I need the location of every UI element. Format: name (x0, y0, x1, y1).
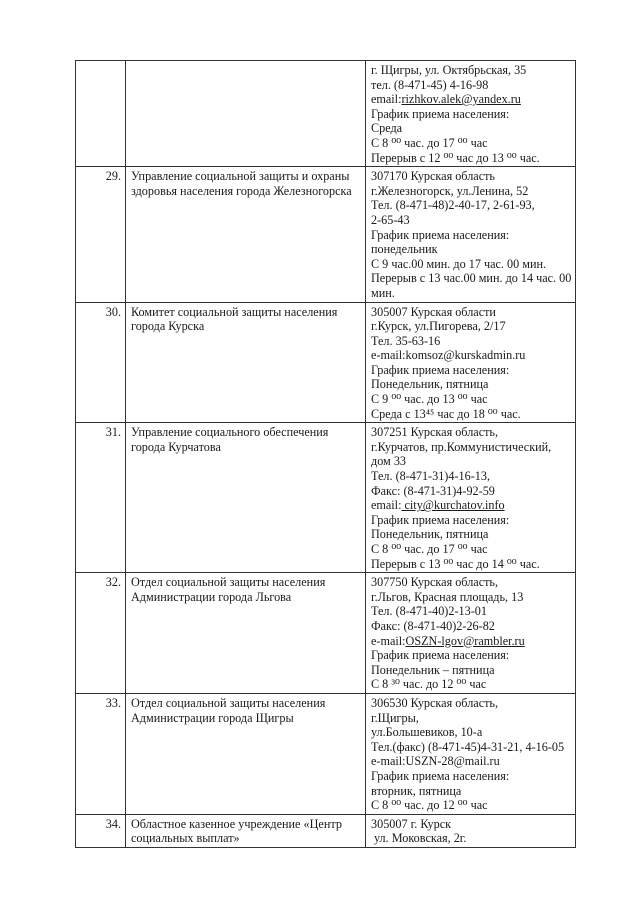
email-link[interactable]: email: city@kurchatov.info (371, 498, 505, 513)
schedule-days: Среда (371, 121, 403, 136)
address-line: г.Курчатов, пр.Коммунистический, (371, 439, 552, 454)
table-row (76, 814, 576, 847)
row-number: 33. (76, 693, 126, 814)
contacts-cell (366, 423, 576, 573)
schedule-days: Понедельник, пятница (371, 527, 489, 542)
schedule-heading: График приема населения: (371, 362, 510, 377)
schedule-days: Понедельник, пятница (371, 377, 489, 392)
schedule-heading: График приема населения: (371, 512, 510, 527)
schedule-break: мин. (371, 285, 395, 300)
address-line: г.Щигры, (371, 710, 419, 725)
address-line: 306530 Курская область, (371, 695, 499, 710)
table-row (76, 302, 576, 423)
contacts-cell (366, 167, 576, 302)
organization-name (126, 61, 366, 167)
table-row (76, 693, 576, 814)
schedule-hours: Среда с 13⁴⁵ час до 18 ⁰⁰ час. (371, 406, 521, 421)
contacts-cell (366, 693, 576, 814)
contacts-cell (366, 573, 576, 694)
row-number: 31. (76, 423, 126, 573)
phone-line: Тел. 35-63-16 (371, 333, 441, 348)
phone-line: Тел. (8-471-31)4-16-13, (371, 469, 490, 484)
row-number: 34. (76, 814, 126, 847)
row-number (76, 61, 126, 167)
phone-line: Тел. (8-471-48)2-40-17, 2-61-93, (371, 198, 535, 213)
address-line: 307750 Курская область, (371, 575, 499, 590)
address-line: ул. Моковская, 2г. (374, 831, 467, 846)
email-link[interactable]: e-mail:USZN-28@mail.ru (371, 754, 500, 769)
table-row (76, 573, 576, 694)
organization-name: Отдел социальной защиты населения Администрации города Щигры (126, 693, 366, 814)
phone-line: тел. (8-471-45) 4-16-98 (371, 77, 489, 92)
social-services-table (75, 60, 576, 848)
phone-line: Тел. (8-471-40)2-13-01 (371, 604, 487, 619)
schedule-break: Перерыв с 13 час.00 мин. до 14 час. 00 (371, 271, 572, 286)
row-number: 29. (76, 167, 126, 302)
address-line: г. Щигры, ул. Октябрьская, 35 (371, 63, 527, 77)
address-line: г.Курск, ул.Пигорева, 2/17 (371, 319, 506, 334)
email-link[interactable]: e-mail:OSZN-lgov@rambler.ru (371, 633, 525, 648)
schedule-hours: С 8 ⁰⁰ час. до 12 ⁰⁰ час (371, 798, 488, 813)
contacts-cell (366, 814, 576, 847)
table-row (76, 167, 576, 302)
fax-line: Факс: (8-471-40)2-26-82 (371, 618, 495, 633)
address-line: 307251 Курская область, (371, 425, 499, 440)
phone-line: 2-65-43 (371, 212, 410, 227)
address-line: дом 33 (371, 454, 407, 469)
schedule-heading: График приема населения: (371, 227, 510, 242)
organization-name: Областное казенное учреждение «Центр социальных выплат» (126, 814, 366, 847)
contacts-cell (366, 302, 576, 423)
address-line: г.Льгов, Красная площадь, 13 (371, 589, 524, 604)
schedule-days: вторник, пятница (371, 783, 462, 798)
schedule-hours: С 8 ⁰⁰ час. до 17 ⁰⁰ час (371, 135, 488, 150)
schedule-days: понедельник (371, 242, 438, 257)
schedule-break: Перерыв с 13 ⁰⁰ час до 14 ⁰⁰ час. (371, 556, 540, 571)
schedule-heading: График приема населения: (371, 768, 510, 783)
schedule-hours: С 9 час.00 мин. до 17 час. 00 мин. (371, 256, 547, 271)
address-line: 305007 Курская области (371, 304, 496, 319)
address-line: 305007 г. Курск (371, 816, 452, 831)
schedule-break: Перерыв с 12 ⁰⁰ час до 13 ⁰⁰ час. (371, 150, 540, 165)
schedule-heading: График приема населения: (371, 648, 510, 663)
email-link[interactable]: e-mail:komsoz@kurskadmin.ru (371, 348, 526, 363)
organization-name: Комитет социальной защиты населения города Курска (126, 302, 366, 423)
address-line: г.Железногорск, ул.Ленина, 52 (371, 183, 529, 198)
organization-name: Управление социальной защиты и охраны здоровья населения города Железногорска (126, 167, 366, 302)
organization-name: Управление социального обеспечения города Курчатова (126, 423, 366, 573)
schedule-hours: С 9 ⁰⁰ час. до 13 ⁰⁰ час (371, 392, 488, 407)
fax-line: Факс: (8-471-31)4-92-59 (371, 483, 495, 498)
row-number: 30. (76, 302, 126, 423)
email-link[interactable]: email:rizhkov.alek@yandex.ru (371, 92, 521, 107)
address-line: 307170 Курская область (371, 169, 495, 184)
schedule-heading: График приема населения: (371, 106, 510, 121)
schedule-days: Понедельник – пятница (371, 662, 495, 677)
table-row (76, 61, 576, 167)
schedule-hours: С 8 ⁰⁰ час. до 17 ⁰⁰ час (371, 542, 488, 556)
phone-line: Тел.(факс) (8-471-45)4-31-21, 4-16-05 (371, 739, 565, 754)
organization-name: Отдел социальной защиты населения Администрации города Льгова (126, 573, 366, 694)
table-row (76, 423, 576, 573)
schedule-hours: С 8 ³⁰ час. до 12 ⁰⁰ час (371, 677, 487, 692)
address-line: ул.Большевиков, 10-а (371, 725, 483, 740)
row-number: 32. (76, 573, 126, 694)
contacts-cell (366, 61, 576, 167)
